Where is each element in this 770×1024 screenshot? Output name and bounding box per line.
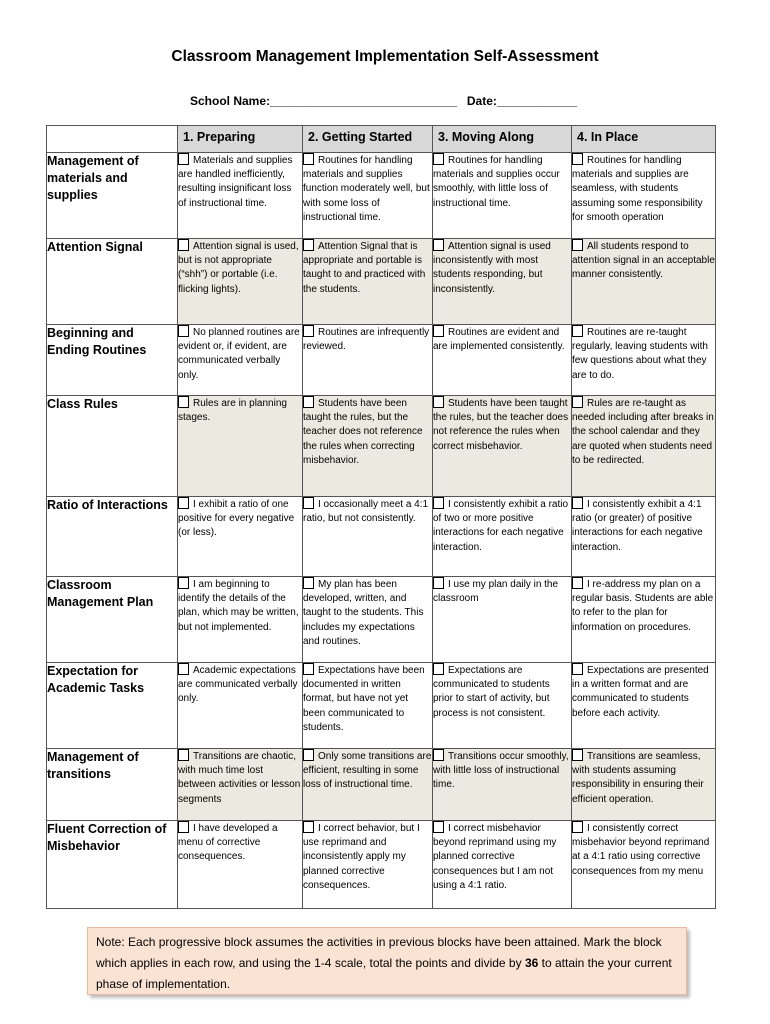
cell-text: Routines are infrequently reviewed. bbox=[303, 327, 430, 353]
rubric-cell-moving-along bbox=[433, 663, 572, 749]
rubric-cell-preparing bbox=[178, 239, 303, 325]
checkbox[interactable] bbox=[178, 239, 189, 251]
checkbox[interactable] bbox=[178, 577, 189, 589]
cell-text: Transitions are chaotic, with much time lost between activities or lesson segments bbox=[178, 751, 301, 805]
cell-text: My plan has been developed, written, and taught to the students. This includes my expectations and routines. bbox=[303, 579, 424, 647]
header-row bbox=[47, 126, 716, 153]
rubric-cell-preparing bbox=[178, 497, 303, 577]
table-row bbox=[47, 325, 716, 396]
cell-text: Attention signal is used inconsistently with most students responding, but inconsistently. bbox=[433, 241, 551, 295]
row-label: Management of transitions bbox=[47, 749, 178, 821]
rubric-cell-in-place bbox=[572, 497, 716, 577]
note-divisor: 36 bbox=[524, 956, 539, 970]
cell-text: Routines for handling materials and supplies are seamless, with students assuming some responsibility for smooth operation bbox=[572, 155, 703, 223]
cell-text: Only some transitions are efficient, resulting in some loss of instructional time. bbox=[303, 751, 432, 791]
rubric-cell-moving-along bbox=[433, 325, 572, 396]
row-label: Class Rules bbox=[47, 396, 178, 497]
column-header-in-place: 4. In Place bbox=[572, 126, 716, 153]
rubric-cell-getting-started bbox=[303, 325, 433, 396]
rubric-cell-getting-started bbox=[303, 749, 433, 821]
cell-text: Routines are re-taught regularly, leaving students with few questions about what they are to do. bbox=[572, 327, 708, 381]
rubric-cell-moving-along bbox=[433, 239, 572, 325]
note-text: Note: Each progressive block assumes the activities in previous blocks have been attained. Mark the block which applies in each row, and using the 1-4 scale, total the points and divide by bbox=[96, 935, 662, 970]
cell-text: No planned routines are evident or, if evident, are communicated verbally only. bbox=[178, 327, 300, 381]
rubric-cell-preparing bbox=[178, 749, 303, 821]
note-text-end: to attain the your current phase of implementation. bbox=[96, 956, 672, 991]
cell-text: Attention Signal that is appropriate and portable is taught to and practiced with the students. bbox=[303, 241, 426, 295]
checkbox[interactable] bbox=[433, 239, 444, 251]
rubric-cell-preparing bbox=[178, 821, 303, 909]
column-header-getting-started: 2. Getting Started bbox=[303, 126, 433, 153]
rubric-cell-getting-started bbox=[303, 153, 433, 239]
column-header-preparing: 1. Preparing bbox=[178, 126, 303, 153]
cell-text: I re-address my plan on a regular basis. Students are able to refer to the plan for information on procedures. bbox=[572, 579, 714, 633]
rubric-cell-preparing bbox=[178, 663, 303, 749]
checkbox[interactable] bbox=[433, 153, 444, 165]
checkbox[interactable] bbox=[572, 663, 583, 675]
rubric-cell-moving-along bbox=[433, 497, 572, 577]
checkbox[interactable] bbox=[433, 577, 444, 589]
table-row bbox=[47, 577, 716, 663]
rubric-cell-getting-started bbox=[303, 239, 433, 325]
checkbox[interactable] bbox=[572, 497, 583, 509]
row-label: Expectation for Academic Tasks bbox=[47, 663, 178, 749]
checkbox[interactable] bbox=[303, 663, 314, 675]
checkbox[interactable] bbox=[303, 325, 314, 337]
rubric-table bbox=[46, 125, 716, 909]
rubric-cell-in-place bbox=[572, 577, 716, 663]
cell-text: Routines for handling materials and supplies occur smoothly, with little loss of instructional time. bbox=[433, 155, 560, 209]
checkbox[interactable] bbox=[433, 325, 444, 337]
cell-text: I use my plan daily in the classroom bbox=[433, 579, 559, 605]
cell-text: Attention signal is used, but is not appropriate (“shh”) or portable (i.e. flicking lights). bbox=[178, 241, 299, 295]
row-label: Classroom Management Plan bbox=[47, 577, 178, 663]
rubric-cell-in-place bbox=[572, 821, 716, 909]
header-blank bbox=[47, 126, 178, 153]
table-row bbox=[47, 239, 716, 325]
checkbox[interactable] bbox=[178, 325, 189, 337]
rubric-cell-preparing bbox=[178, 577, 303, 663]
checkbox[interactable] bbox=[572, 749, 583, 761]
checkbox[interactable] bbox=[303, 821, 314, 833]
cell-text: Rules are re-taught as needed including after breaks in the school calendar and they are quoted when students need to be redirected. bbox=[572, 398, 714, 466]
rubric-cell-moving-along bbox=[433, 749, 572, 821]
cell-text: Students have been taught the rules, but the teacher does not reference the rules when correct misbehavior. bbox=[433, 398, 569, 452]
rubric-cell-getting-started bbox=[303, 497, 433, 577]
checkbox[interactable] bbox=[433, 497, 444, 509]
checkbox[interactable] bbox=[433, 821, 444, 833]
table-row bbox=[47, 821, 716, 909]
rubric-cell-in-place bbox=[572, 153, 716, 239]
row-label: Attention Signal bbox=[47, 239, 178, 325]
checkbox[interactable] bbox=[178, 821, 189, 833]
table-row bbox=[47, 497, 716, 577]
rubric-cell-getting-started bbox=[303, 396, 433, 497]
checkbox[interactable] bbox=[572, 153, 583, 165]
cell-text: I consistently exhibit a 4:1 ratio (or greater) of positive interactions for each negative interaction. bbox=[572, 499, 703, 553]
table-row bbox=[47, 153, 716, 239]
cell-text: I correct behavior, but I use reprimand and inconsistently apply my planned corrective consequences. bbox=[303, 823, 420, 891]
row-label: Beginning and Ending Routines bbox=[47, 325, 178, 396]
checkbox[interactable] bbox=[303, 497, 314, 509]
checkbox[interactable] bbox=[303, 749, 314, 761]
rubric-cell-in-place bbox=[572, 749, 716, 821]
cell-text: Transitions occur smoothly, with little loss of instructional time. bbox=[433, 751, 569, 791]
cell-text: I occasionally meet a 4:1 ratio, but not consistently. bbox=[303, 499, 429, 525]
cell-text: Materials and supplies are handled inefficiently, resulting insignificant loss of instructional time. bbox=[178, 155, 293, 209]
checkbox[interactable] bbox=[572, 325, 583, 337]
checkbox[interactable] bbox=[572, 577, 583, 589]
cell-text: Routines are evident and are implemented consistently. bbox=[433, 327, 565, 353]
cell-text: I correct misbehavior beyond reprimand using my planned corrective consequences but I am not using a 4:1 ratio. bbox=[433, 823, 557, 891]
checkbox[interactable] bbox=[303, 239, 314, 251]
table-row bbox=[47, 749, 716, 821]
page-title: Classroom Management Implementation Self-Assessment bbox=[171, 48, 599, 65]
table-row bbox=[47, 663, 716, 749]
rubric-cell-in-place bbox=[572, 663, 716, 749]
cell-text: Transitions are seamless, with students assuming responsibility in ensuring their efficient operation. bbox=[572, 751, 704, 805]
cell-text: I consistently exhibit a ratio of two or more positive interactions for each negative interaction. bbox=[433, 499, 569, 553]
cell-text: Academic expectations are communicated verbally only. bbox=[178, 665, 298, 705]
checkbox[interactable] bbox=[178, 497, 189, 509]
cell-text: Expectations have been documented in written format, but have not yet been communicated to students. bbox=[303, 665, 425, 733]
cell-text: Routines for handling materials and supplies function moderately well, but with some loss of instructional time. bbox=[303, 155, 430, 223]
cell-text: I have developed a menu of corrective consequences. bbox=[178, 823, 278, 863]
row-label: Ratio of Interactions bbox=[47, 497, 178, 577]
row-label: Management of materials and supplies bbox=[47, 153, 178, 239]
cell-text: I exhibit a ratio of one positive for every negative (or less). bbox=[178, 499, 295, 539]
checkbox[interactable] bbox=[572, 396, 583, 408]
school-date-line: School Name:____________________________ Date:____________ bbox=[190, 94, 577, 108]
checkbox[interactable] bbox=[433, 749, 444, 761]
table-row bbox=[47, 396, 716, 497]
rubric-cell-getting-started bbox=[303, 577, 433, 663]
row-label: Fluent Correction of Misbehavior bbox=[47, 821, 178, 909]
rubric-cell-moving-along bbox=[433, 821, 572, 909]
checkbox[interactable] bbox=[178, 749, 189, 761]
instructions-note bbox=[87, 927, 687, 995]
cell-text: All students respond to attention signal in an acceptable manner consistently. bbox=[572, 241, 715, 281]
rubric-cell-in-place bbox=[572, 239, 716, 325]
checkbox[interactable] bbox=[178, 396, 189, 408]
cell-text: I am beginning to identify the details of the plan, which may be written, but not implemented. bbox=[178, 579, 299, 633]
cell-text: Students have been taught the rules, but the teacher does not reference the rules when correcting misbehavior. bbox=[303, 398, 423, 466]
checkbox[interactable] bbox=[178, 663, 189, 675]
rubric-cell-moving-along bbox=[433, 153, 572, 239]
checkbox[interactable] bbox=[433, 396, 444, 408]
rubric-cell-getting-started bbox=[303, 821, 433, 909]
cell-text: Expectations are presented in a written format and are communicated to students before each activity. bbox=[572, 665, 709, 719]
checkbox[interactable] bbox=[572, 239, 583, 251]
checkbox[interactable] bbox=[433, 663, 444, 675]
rubric-cell-in-place bbox=[572, 396, 716, 497]
cell-text: I consistently correct misbehavior beyond reprimand at a 4:1 ratio using corrective consequences from my menu bbox=[572, 823, 710, 877]
checkbox[interactable] bbox=[303, 577, 314, 589]
rubric-cell-preparing bbox=[178, 153, 303, 239]
cell-text: Rules are in planning stages. bbox=[178, 398, 287, 424]
rubric-cell-moving-along bbox=[433, 396, 572, 497]
rubric-cell-in-place bbox=[572, 325, 716, 396]
rubric-cell-getting-started bbox=[303, 663, 433, 749]
cell-text: Expectations are communicated to students prior to start of activity, but process is not consistent. bbox=[433, 665, 550, 719]
checkbox[interactable] bbox=[303, 153, 314, 165]
checkbox[interactable] bbox=[178, 153, 189, 165]
checkbox[interactable] bbox=[303, 396, 314, 408]
rubric-cell-preparing bbox=[178, 325, 303, 396]
column-header-moving-along: 3. Moving Along bbox=[433, 126, 572, 153]
rubric-cell-preparing bbox=[178, 396, 303, 497]
checkbox[interactable] bbox=[572, 821, 583, 833]
rubric-cell-moving-along bbox=[433, 577, 572, 663]
